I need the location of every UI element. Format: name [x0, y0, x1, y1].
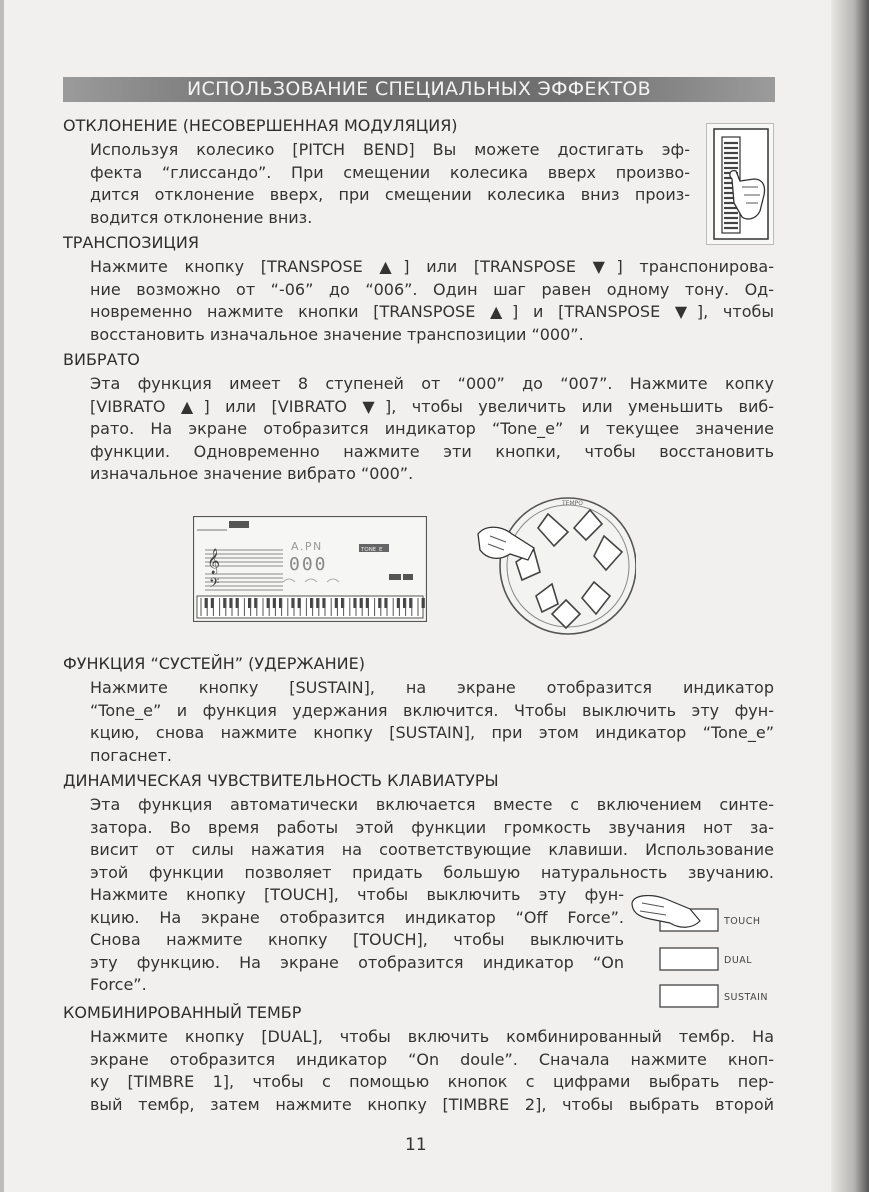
page-edge-right [831, 0, 869, 1192]
dual-button-label: DUAL [724, 955, 753, 966]
lcd-mode-text: A.PN [291, 540, 323, 553]
heading-transpose: ТРАНСПОЗИЦИЯ [63, 233, 199, 252]
touch-button-label: TOUCH [724, 916, 761, 927]
paragraph-touch-full [90, 794, 774, 884]
text-line: Нажмите кнопку [DUAL], чтобы включить комбинированный тембр. На [90, 1027, 774, 1046]
text-line: ку [TIMBRE 1], чтобы с помощью кнопок с цифрами выбрать пер- [90, 1072, 774, 1091]
page-edge-left [0, 0, 4, 1192]
text-line: изначальное значение вибрато “000”. [90, 464, 414, 483]
text-line: Force”. [90, 975, 147, 994]
text-line: [VIBRATO ▲] или [VIBRATO ▼], чтобы увеличить или уменьшить виб- [90, 396, 774, 416]
text-line: погаснет. [90, 745, 172, 765]
panel-buttons-illustration [630, 895, 780, 1010]
text-line: Нажмите кнопку [TRANSPOSE ▲] или [TRANSPOSE ▼] транспонирова- [90, 257, 774, 276]
paragraph-pitch-bend [90, 139, 690, 229]
text-line: эту функцию. На экране отобразится индикатор “On [90, 952, 624, 972]
text-line: Нажмите кнопку [SUSTAIN], на экране отобразится индикатор [90, 678, 774, 697]
text-line: новременно нажмите кнопки [TRANSPOSE ▲] и [TRANSPOSE ▼], чтобы [90, 302, 774, 321]
lcd-black-key [422, 598, 425, 608]
text-line: Эта функция имеет 8 ступеней от “000” до “007”. Нажмите копку [90, 374, 774, 393]
paragraph-touch-narrow [90, 884, 624, 997]
text-line: рато. На экране отобразится индикатор “Tone_e” и текущее значение [90, 419, 774, 438]
text-line: функции. Одновременно нажмите эти кнопки, чтобы восстановить [90, 441, 774, 461]
text-line: кцию, снова нажмите кнопку [SUSTAIN], при этом индикатор “Tone_e” [90, 723, 774, 742]
page-number: 11 [405, 1135, 427, 1155]
text-line: затора. Во время работы этой функции громкость звучания нот за- [90, 817, 774, 837]
heading-vibrato: ВИБРАТО [63, 350, 140, 369]
lcd-tone-tag: TONE_E [361, 547, 383, 553]
text-line: Эта функция автоматически включается вместе с включением синте- [90, 795, 774, 814]
text-line: висит от силы нажатия на соответствующие клавиши. Использование [90, 840, 774, 859]
wheel-tempo-label: TEMPO [562, 500, 583, 507]
lcd-number-text: 000 [289, 554, 328, 575]
paragraph-sustain [90, 677, 774, 767]
pitch-bend-wheel-illustration [706, 123, 774, 245]
text-line: кцию. На экране отобразится индикатор “Off Force”. [90, 907, 624, 927]
heading-sustain: ФУНКЦИЯ “СУСТЕЙН” (УДЕРЖАНИЕ) [63, 654, 365, 673]
heading-pitch-bend: ОТКЛОНЕНИЕ (НЕСОВЕРШЕННАЯ МОДУЛЯЦИЯ) [63, 116, 458, 135]
text-line: водится отклонение вниз. [90, 207, 313, 227]
text-line: дится отклонение вверх, при смещении колесика вниз произ- [90, 185, 690, 204]
text-line: экране отобразится индикатор “On doule”. Сначала нажмите кноп- [90, 1049, 774, 1069]
text-line: восстановить изначальное значение транспозиции “000”. [90, 324, 584, 344]
sustain-button-label: SUSTAIN [724, 992, 768, 1003]
svg-text:𝄞: 𝄞 [207, 549, 221, 574]
paragraph-transpose [90, 256, 774, 346]
paragraph-dual [90, 1026, 774, 1116]
text-line: Нажмите кнопку [TOUCH], чтобы выключить эту фун- [90, 885, 624, 904]
text-line: вый тембр, затем нажмите кнопку [TIMBRE 2], чтобы выбрать второй [90, 1094, 774, 1114]
text-line: Снова нажмите кнопку [TOUCH], чтобы выключить [90, 930, 624, 949]
paragraph-vibrato [90, 373, 774, 486]
heading-dual: КОМБИНИРОВАННЫЙ ТЕМБР [63, 1003, 302, 1022]
section-banner: ИСПОЛЬЗОВАНИЕ СПЕЦИАЛЬНЫХ ЭФФЕКТОВ [63, 77, 775, 102]
svg-text:𝄢: 𝄢 [209, 575, 220, 594]
heading-touch: ДИНАМИЧЕСКАЯ ЧУВСТВИТЕЛЬНОСТЬ КЛАВИАТУРЫ [63, 771, 499, 790]
text-line: этой функции позволяет придать большую натуральность звучанию. [90, 862, 774, 882]
tempo-wheel-illustration [476, 490, 636, 640]
text-line: фекта “глиссандо”. При смещении колесика вверх произво- [90, 162, 690, 182]
lcd-display-illustration [193, 516, 427, 622]
text-line: ние возможно от “-06” до “006”. Один шаг равен одному тону. Од- [90, 279, 774, 299]
text-line: “Tone_e” и функция удержания включится. Чтобы выключить эту фун- [90, 700, 774, 720]
text-line: Используя колесико [PITCH BEND] Вы можете достигать эф- [90, 140, 690, 159]
